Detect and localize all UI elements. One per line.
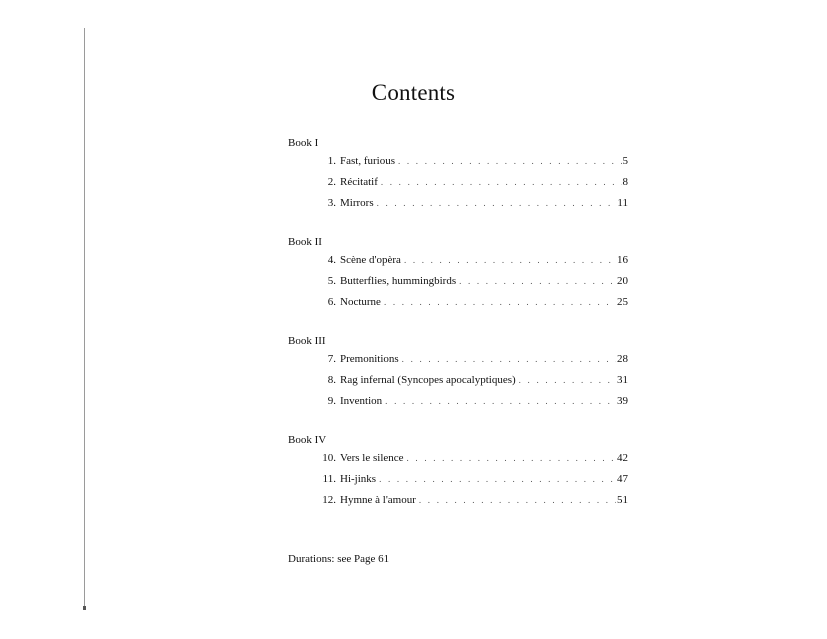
toc-entry[interactable]	[288, 253, 628, 274]
book-section	[288, 334, 628, 415]
entry-number: 11.	[322, 473, 336, 485]
entry-title: Vers le silence	[340, 452, 404, 464]
entry-title: Scène d'opèra	[340, 254, 401, 266]
entry-number: 6.	[327, 296, 336, 308]
dot-leader	[385, 394, 616, 408]
entry-number: 7.	[327, 353, 336, 365]
toc-entry[interactable]	[288, 472, 628, 493]
entry-title: Hi-jinks	[340, 473, 377, 485]
toc-entry[interactable]	[288, 352, 628, 373]
entry-page: 42	[617, 452, 628, 464]
margin-tick	[83, 606, 86, 610]
entry-number: 5.	[327, 275, 336, 287]
book-title: Book II	[288, 236, 322, 248]
dot-leader	[407, 451, 616, 465]
entry-page: 31	[617, 374, 628, 386]
dot-leader	[519, 373, 616, 387]
book-section	[288, 136, 628, 217]
dot-leader	[384, 295, 616, 309]
entry-title: Hymne à l'amour	[340, 494, 416, 506]
toc-entry[interactable]	[288, 373, 628, 394]
dot-leader	[404, 253, 616, 267]
entry-page: 11	[617, 197, 628, 209]
entry-page: 47	[617, 473, 628, 485]
entry-page: 25	[617, 296, 628, 308]
entry-page: 5	[622, 155, 628, 167]
entry-page: 20	[617, 275, 628, 287]
toc-entry[interactable]	[288, 295, 628, 316]
dot-leader	[402, 352, 616, 366]
entry-number: 4.	[327, 254, 336, 266]
book-title: Book III	[288, 335, 326, 347]
toc-entry[interactable]	[288, 394, 628, 415]
book-title: Book I	[288, 137, 319, 149]
entry-title: Rag infernal (Syncopes apocalyptiques)	[340, 374, 516, 386]
entry-title: Mirrors	[340, 197, 374, 209]
entry-title: Nocturne	[340, 296, 381, 308]
entry-page: 8	[622, 176, 628, 188]
book-section	[288, 433, 628, 514]
dot-leader	[379, 472, 616, 486]
durations-note: Durations: see Page 61	[288, 553, 390, 565]
dot-leader	[459, 274, 616, 288]
page-title: Contents	[371, 80, 456, 105]
entry-number: 3.	[327, 197, 336, 209]
entry-title: Butterflies, hummingbirds	[340, 275, 457, 287]
table-of-contents	[288, 136, 628, 532]
entry-number: 8.	[327, 374, 336, 386]
entry-title: Récitatif	[340, 176, 378, 188]
entry-title: Fast, furious	[340, 155, 395, 167]
dot-leader	[381, 175, 622, 189]
toc-entry[interactable]	[288, 154, 628, 175]
book-section	[288, 235, 628, 316]
toc-entry[interactable]	[288, 175, 628, 196]
entry-number: 12.	[322, 494, 336, 506]
entry-page: 39	[617, 395, 628, 407]
margin-rule	[84, 28, 85, 610]
dot-leader	[419, 493, 616, 507]
entry-number: 1.	[327, 155, 336, 167]
entry-number: 2.	[327, 176, 336, 188]
entry-page: 28	[617, 353, 628, 365]
toc-entry[interactable]	[288, 196, 628, 217]
entry-number: 9.	[327, 395, 336, 407]
book-title: Book IV	[288, 434, 327, 446]
toc-entry[interactable]	[288, 274, 628, 295]
toc-entry[interactable]	[288, 493, 628, 514]
dot-leader	[398, 154, 622, 168]
entry-number: 10.	[322, 452, 336, 464]
toc-entry[interactable]	[288, 451, 628, 472]
entry-page: 16	[617, 254, 628, 266]
entry-page: 51	[617, 494, 628, 506]
entry-title: Premonitions	[340, 353, 399, 365]
dot-leader	[377, 196, 617, 210]
entry-title: Invention	[340, 395, 383, 407]
